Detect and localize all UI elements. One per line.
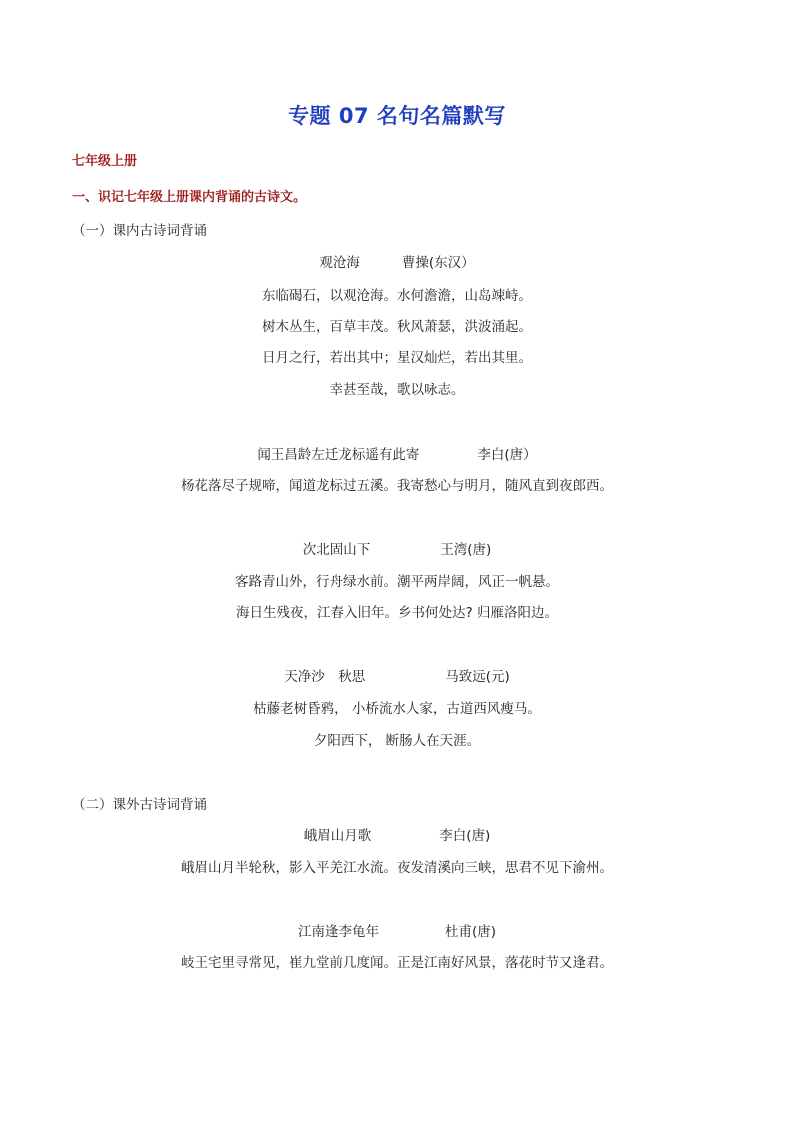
poem-author: 杜甫(唐) xyxy=(444,924,497,940)
poem-header xyxy=(0,920,794,940)
grade-heading: 七年级上册 xyxy=(72,154,138,169)
poem-line: 海日生残夜，江春入旧年。乡书何处达? 归雁洛阳边。 xyxy=(236,605,558,621)
poem-header xyxy=(0,251,794,271)
poem-title: 峨眉山月歌 xyxy=(303,828,372,844)
poem-title: 天净沙 秋思 xyxy=(284,669,366,685)
poem-header xyxy=(0,824,794,844)
poem-line: 客路青山外，行舟绿水前。潮平两岸阔，风正一帆悬。 xyxy=(235,574,559,590)
subsection-heading-in-class: （一）课内古诗词背诵 xyxy=(72,223,207,239)
poem-author: 李白(唐） xyxy=(477,447,537,463)
poem-line: 幸甚至哉，歌以咏志。 xyxy=(329,382,465,398)
poem-header xyxy=(0,443,794,463)
poem-author: 曹操(东汉） xyxy=(401,255,475,271)
poem-line: 东临碣石，以观沧海。水何澹澹，山岛竦峙。 xyxy=(262,288,532,304)
poem-line: 夕阳西下， 断肠人在天涯。 xyxy=(313,733,481,749)
section-heading: 一、识记七年级上册课内背诵的古诗文。 xyxy=(72,190,307,205)
poem-line: 峨眉山月半轮秋，影入平羌江水流。夜发清溪向三峡，思君不见下渝州。 xyxy=(181,860,613,876)
poem-title: 观沧海 xyxy=(319,255,360,271)
poem-title: 江南逢李龟年 xyxy=(297,924,379,940)
subsection-heading-extracurricular: （二）课外古诗词背诵 xyxy=(72,797,207,813)
poem-author: 李白(唐) xyxy=(439,828,491,844)
poem-line: 岐王宅里寻常见，崔九堂前几度闻。正是江南好风景，落花时节又逢君。 xyxy=(181,955,613,971)
poem-line: 杨花落尽子规啼，闻道龙标过五溪。我寄愁心与明月，随风直到夜郎西。 xyxy=(181,478,613,494)
poem-line: 日月之行，若出其中；星汉灿烂，若出其里。 xyxy=(262,350,532,366)
page-title: 专题 07 名句名篇默写 xyxy=(288,104,506,128)
poem-line: 枯藤老树昏鸦， 小桥流水人家，古道西风瘦马。 xyxy=(253,701,541,717)
poem-author: 马致远(元) xyxy=(445,669,510,685)
poem-header xyxy=(0,665,794,685)
poem-title: 闻王昌龄左迁龙标遥有此寄 xyxy=(257,447,420,463)
poem-line: 树木丛生，百草丰茂。秋风萧瑟，洪波涌起。 xyxy=(262,319,532,335)
poem-title: 次北固山下 xyxy=(302,542,371,558)
poem-author: 王湾(唐) xyxy=(440,542,492,558)
poem-header xyxy=(0,538,794,558)
